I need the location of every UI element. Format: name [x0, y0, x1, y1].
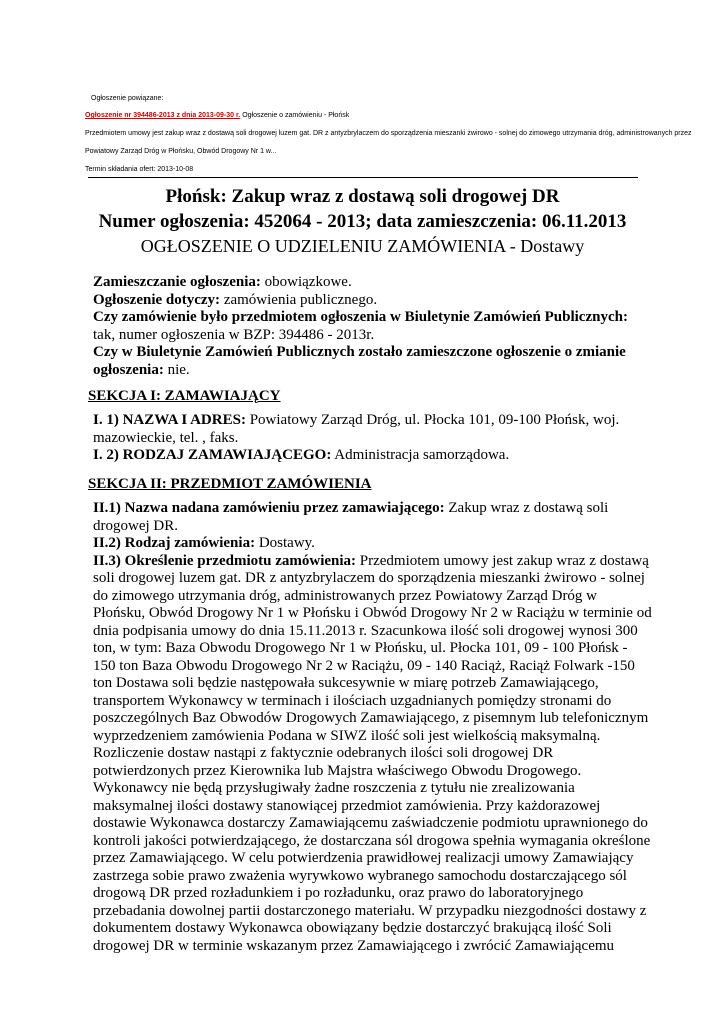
section-line — [93, 447, 643, 465]
page-title: Płońsk: Zakup wraz z dostawą soli drogowej DR — [165, 186, 560, 207]
info-value: zamówienia publicznego. — [220, 291, 378, 308]
section-line: transportem Wykonawcy w terminach i ilościach uzgadnianych pomiędzy stronami do — [93, 692, 612, 709]
section-line: zastrzega sobie prawo zważenia wyrywkowo wybranego samochodu dostarczającego sól — [93, 867, 627, 884]
section-2-body — [93, 500, 652, 955]
info-label: Zamieszczanie ogłoszenia: — [93, 274, 261, 290]
field-value: Przedmiotem umowy jest zakup wraz z dostawą — [356, 552, 649, 569]
section-line: soli drogowej luzem gat. DR z antyzbrylaczem do sporządzenia mieszanki żwirowo - solnej — [93, 570, 645, 586]
related-link-suffix: Ogłoszenie o zamówieniu - Płońsk — [240, 112, 350, 119]
info-line — [93, 327, 643, 345]
info-line — [93, 274, 643, 292]
info-value: tak, numer ogłoszenia w BZP: 394486 - 2013r. — [93, 326, 375, 343]
notice-number: Numer ogłoszenia: 452064 - 2013; data zamieszczenia: 06.11.2013 — [98, 211, 627, 232]
related-description-1: Przedmiotem umowy jest zakup wraz z dostawą soli drogowej luzem gat. DR z antyzbrylaczem do sporządzenia mieszanki żwirowo - solnej do zimowego utrzymania dróg, administrowanych przez — [85, 130, 692, 137]
related-deadline: Termin składania ofert: 2013-10-08 — [85, 166, 194, 173]
related-description-2: Powiatowy Zarząd Dróg w Płońsku, Obwód Drogowy Nr 1 w... — [85, 148, 277, 155]
field-label: II.2) Rodzaj zamówienia: — [93, 535, 256, 551]
info-line — [93, 309, 643, 327]
section-line: Płońsku, Obwód Drogowy Nr 1 w Płońsku i Obwód Drogowy Nr 2 w Raciążu w terminie od — [93, 605, 652, 621]
section-line — [93, 552, 649, 571]
section-1-body — [93, 412, 643, 465]
info-line — [93, 292, 643, 310]
info-label: Czy w Biuletynie Zamówień Publicznych zostało zamieszczone ogłoszenie o zmianie — [93, 344, 626, 360]
section-line: Wykonawcy nie będą przysługiwały żadne roszczenia z tytułu nie zrealizowania — [93, 780, 575, 796]
section-line: drogowej DR w terminie wskazanym przez Zamawiającego i zwrócić Zamawiającemu — [93, 937, 615, 954]
section-line: drogową DR przed rozładunkiem i po rozładunku, oraz prawo do laboratoryjnego — [93, 885, 584, 901]
info-label: ogłoszenia: — [93, 361, 164, 378]
section-line: wyprzedzeniem zamówienia Podana w SIWZ ilość soli jest wielkością maksymalną. — [93, 727, 601, 744]
info-label: Ogłoszenie dotyczy: — [93, 291, 221, 308]
section-line: dokumentem dostawy Wykonawca obowiązany będzie dostarczyć brakującą ilość Soli — [93, 920, 612, 936]
section-line — [93, 535, 643, 553]
section-line: Rozliczenie dostaw nastąpi z faktycznie odebranych ilości soli drogowej DR — [93, 745, 554, 761]
section-line: ton, w tym: Baza Obwodu Drogowego Nr 1 w Płońsku, ul. Płocka 101, 09 - 100 Płońsk - — [93, 640, 628, 656]
section-line: przez Zamawiającego. W celu potwierdzenia prawidłowej realizacji umowy Zamawiający — [93, 850, 634, 866]
related-notice-link[interactable]: Ogłoszenie nr 394486-2013 z dnia 2013-09-30 r. — [85, 112, 241, 119]
field-label: I. 2) RODZAJ ZAMAWIAJĄCEGO: — [93, 447, 332, 463]
section-line: 150 ton Baza Obwodu Drogowego Nr 2 w Raciążu, 09 - 140 Raciąż, Raciąż Folwark -150 — [93, 657, 635, 674]
section-2-title: SEKCJA II: PRZEDMIOT ZAMÓWIENIA — [88, 476, 372, 492]
info-label: Czy zamówienie było przedmiotem ogłoszenia w Biuletynie Zamówień Publicznych: — [93, 309, 628, 325]
section-line: dnia podpisania umowy do dnia 15.11.2013 r. Szacunkowa ilość soli drogowej wynosi 300 — [93, 622, 638, 639]
info-line — [93, 344, 643, 362]
info-value: obowiązkowe. — [260, 274, 352, 290]
section-1-title: SEKCJA I: ZAMAWIAJĄCY — [88, 388, 281, 404]
field-value: Administracja samorządowa. — [331, 447, 510, 463]
info-value: nie. — [163, 361, 190, 378]
notice-type: OGŁOSZENIE O UDZIELENIU ZAMÓWIENIA - Dostawy — [140, 236, 585, 256]
related-label: Ogłoszenie powiązane: — [91, 95, 164, 102]
info-line — [93, 362, 643, 380]
section-line: maksymalnej ilości dostawy stanowiącej przedmiot zamówienia. Przy każdorazowej — [93, 797, 601, 814]
section-line: do zimowego utrzymania dróg, administrowanych przez Powiatowy Zarząd Dróg w — [93, 587, 598, 604]
divider — [88, 177, 638, 178]
section-line — [93, 500, 643, 518]
field-value: Dostawy. — [255, 535, 315, 551]
field-value: Zakup wraz z dostawą soli — [444, 500, 609, 516]
section-line — [93, 412, 643, 430]
section-line: poszczególnych Baz Obwodów Drogowych Zamawiającego, z pisemnym lub telefonicznym — [93, 710, 649, 726]
related-link-line — [85, 111, 349, 120]
field-label: II.1) Nazwa nadana zamówieniu przez zamawiającego: — [93, 500, 445, 516]
section-line: ton Dostawa soli będzie następowała sukcesywnie w miarę potrzeb Zamawiającego, — [93, 675, 599, 691]
field-value: Powiatowy Zarząd Dróg, ul. Płocka 101, 09-100 Płońsk, woj. — [245, 412, 620, 428]
section-line: mazowieckie, tel. , faks. — [93, 429, 239, 446]
section-line: kontroli jakości potwierdzającego, że dostarczana sól drogowa spełnia wymagania określone — [93, 832, 651, 849]
section-line: potwierdzonych przez Kierownika lub Majstra właściwego Obwodu Drogowego. — [93, 762, 582, 779]
section-line: dostawie Wykonawca dostarczy Zamawiającemu zaświadczenie podmiotu uprawnionego do — [93, 815, 648, 831]
field-label: II.3) Określenie przedmiotu zamówienia: — [93, 552, 357, 569]
field-label: I. 1) NAZWA I ADRES: — [93, 412, 246, 428]
section-line: przebadania dowolnej partii dostarczonego materiału. W przypadku niezgodności dostawy z — [93, 902, 647, 919]
section-line: drogowej DR. — [93, 517, 178, 534]
info-block — [93, 274, 643, 379]
